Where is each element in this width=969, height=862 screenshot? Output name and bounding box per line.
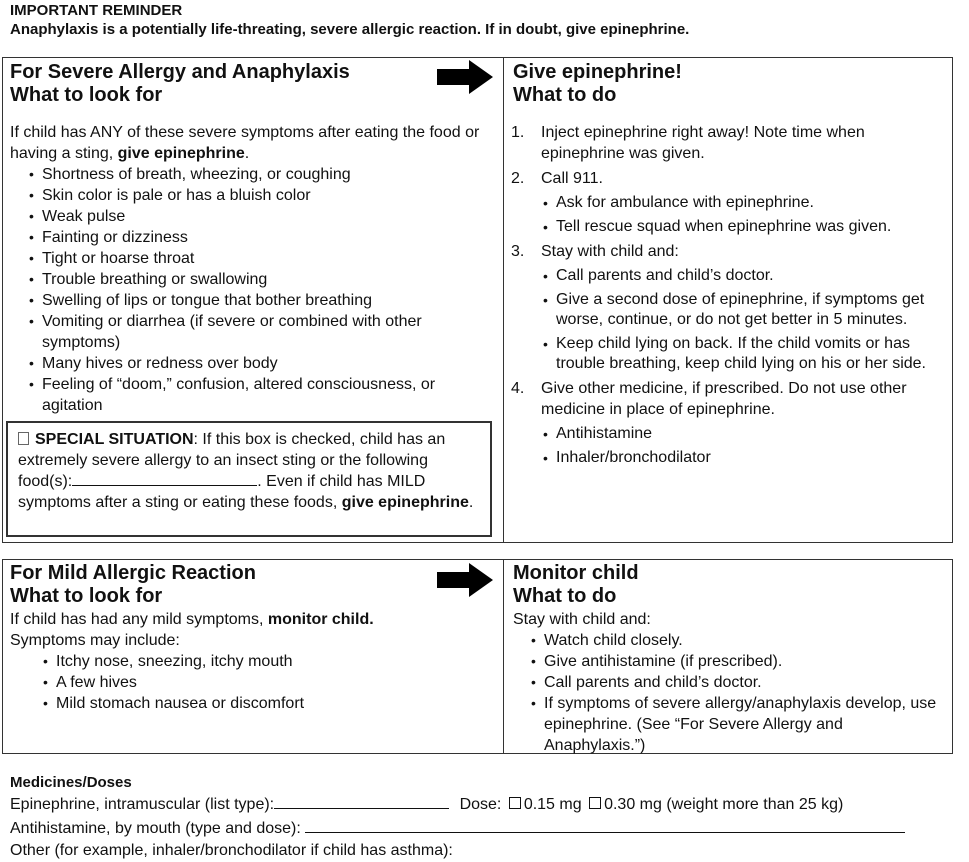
symptom-item: • Shortness of breath, wheezing, or coughing <box>29 164 489 185</box>
symptom-item: • Trouble breathing or swallowing <box>29 269 489 290</box>
mild-heading: For Mild Allergic Reaction <box>10 562 256 584</box>
step-bullet: • Tell rescue squad when epinephrine was given. <box>543 217 943 237</box>
mild-intro: If child has had any mild symptoms, monitor child. <box>10 611 374 628</box>
severe-allergy-table <box>2 57 953 543</box>
arrow-right-icon <box>437 60 493 94</box>
symptom-item: • Many hives or redness over body <box>29 353 489 374</box>
step-bullet: • Call parents and child’s doctor. <box>543 266 943 286</box>
symptom-item: • Fainting or dizziness <box>29 227 489 248</box>
step-number: 1. <box>511 124 525 141</box>
severe-subheading: What to look for <box>10 84 163 106</box>
reminder-title: IMPORTANT REMINDER <box>10 2 183 19</box>
step-item <box>511 122 943 164</box>
step-item <box>511 241 943 374</box>
mild-intro-2: Symptoms may include: <box>10 632 180 649</box>
mild-subheading: What to look for <box>10 585 163 607</box>
step-bullet: • Ask for ambulance with epinephrine. <box>543 193 943 213</box>
symptom-item: • Mild stomach nausea or discomfort <box>43 693 483 714</box>
step-bullet: • Inhaler/bronchodilator <box>543 448 943 468</box>
step-number: 2. <box>511 170 525 187</box>
symptom-item: • Vomiting or diarrhea (if severe or combined with other symptoms) <box>29 311 489 353</box>
step-text: Give other medicine, if prescribed. Do not use other medicine in place of epinephrine. <box>541 380 907 418</box>
other-medicine-line: Other (for example, inhaler/bronchodilator if child has asthma): <box>10 842 453 859</box>
step-bullet-list <box>543 424 943 468</box>
severe-steps-list <box>511 122 943 468</box>
column-divider <box>503 560 504 753</box>
antihistamine-line: Antihistamine, by mouth (type and dose): <box>10 818 905 840</box>
step-text: Call 911. <box>541 170 603 187</box>
mild-action-list <box>531 630 946 756</box>
antihistamine-field[interactable] <box>305 818 905 833</box>
what-to-do-heading: What to do <box>513 84 617 106</box>
step-item <box>511 378 943 468</box>
symptom-item: • A few hives <box>43 672 483 693</box>
special-situation-checkbox[interactable] <box>18 432 29 445</box>
severe-heading: For Severe Allergy and Anaphylaxis <box>10 61 350 83</box>
mild-symptom-list <box>43 651 483 714</box>
give-epinephrine-heading: Give epinephrine! <box>513 61 682 83</box>
severe-intro: If child has ANY of these severe symptoms after eating the food or having a sting, give epinephrine. <box>10 124 480 162</box>
step-item <box>511 168 943 237</box>
dose-015-checkbox[interactable] <box>509 797 521 809</box>
dose-030-checkbox[interactable] <box>589 797 601 809</box>
epinephrine-type-field[interactable] <box>274 794 449 809</box>
step-number: 4. <box>511 380 525 397</box>
special-situation-box: SPECIAL SITUATION: If this box is checked, child has an extremely severe allergy to an insect sting or the following food(s): . Even if child has MILD symptoms after a sting or eating these foods, give epinephrine. <box>6 421 492 537</box>
monitor-child-heading: Monitor child <box>513 562 639 584</box>
symptom-item: • Swelling of lips or tongue that bother breathing <box>29 290 489 311</box>
symptom-item: • Feeling of “doom,” confusion, altered consciousness, or agitation <box>29 374 489 416</box>
column-divider <box>503 58 504 542</box>
food-blank-field[interactable] <box>72 471 257 486</box>
what-to-do-heading: What to do <box>513 585 617 607</box>
step-bullet-list <box>543 193 943 237</box>
action-item: • Call parents and child’s doctor. <box>531 672 946 693</box>
step-text: Inject epinephrine right away! Note time when epinephrine was given. <box>541 124 865 162</box>
step-bullet-list <box>543 266 943 374</box>
step-bullet: • Keep child lying on back. If the child vomits or has trouble breathing, keep child lying on his or her side. <box>543 334 943 374</box>
action-item: • If symptoms of severe allergy/anaphylaxis develop, use epinephrine. (See “For Severe Allergy and Anaphylaxis.”) <box>531 693 946 756</box>
action-item: • Watch child closely. <box>531 630 946 651</box>
symptom-item: • Skin color is pale or has a bluish color <box>29 185 489 206</box>
step-number: 3. <box>511 243 525 260</box>
epinephrine-line: Epinephrine, intramuscular (list type): Dose: 0.15 mg 0.30 mg (weight more than 25 kg) <box>10 796 844 813</box>
symptom-item: • Itchy nose, sneezing, itchy mouth <box>43 651 483 672</box>
step-bullet: • Give a second dose of epinephrine, if symptoms get worse, continue, or do not get better in 5 minutes. <box>543 290 943 330</box>
severe-symptom-list <box>29 164 489 416</box>
reminder-text: Anaphylaxis is a potentially life-threating, severe allergic reaction. If in doubt, give epinephrine. <box>10 21 690 38</box>
action-item: • Give antihistamine (if prescribed). <box>531 651 946 672</box>
symptom-item: • Weak pulse <box>29 206 489 227</box>
medicines-title: Medicines/Doses <box>10 774 132 791</box>
step-text: Stay with child and: <box>541 243 679 260</box>
symptom-item: • Tight or hoarse throat <box>29 248 489 269</box>
mild-right-intro: Stay with child and: <box>513 611 651 628</box>
step-bullet: • Antihistamine <box>543 424 943 444</box>
arrow-right-icon <box>437 563 493 597</box>
mild-allergy-table <box>2 559 953 754</box>
